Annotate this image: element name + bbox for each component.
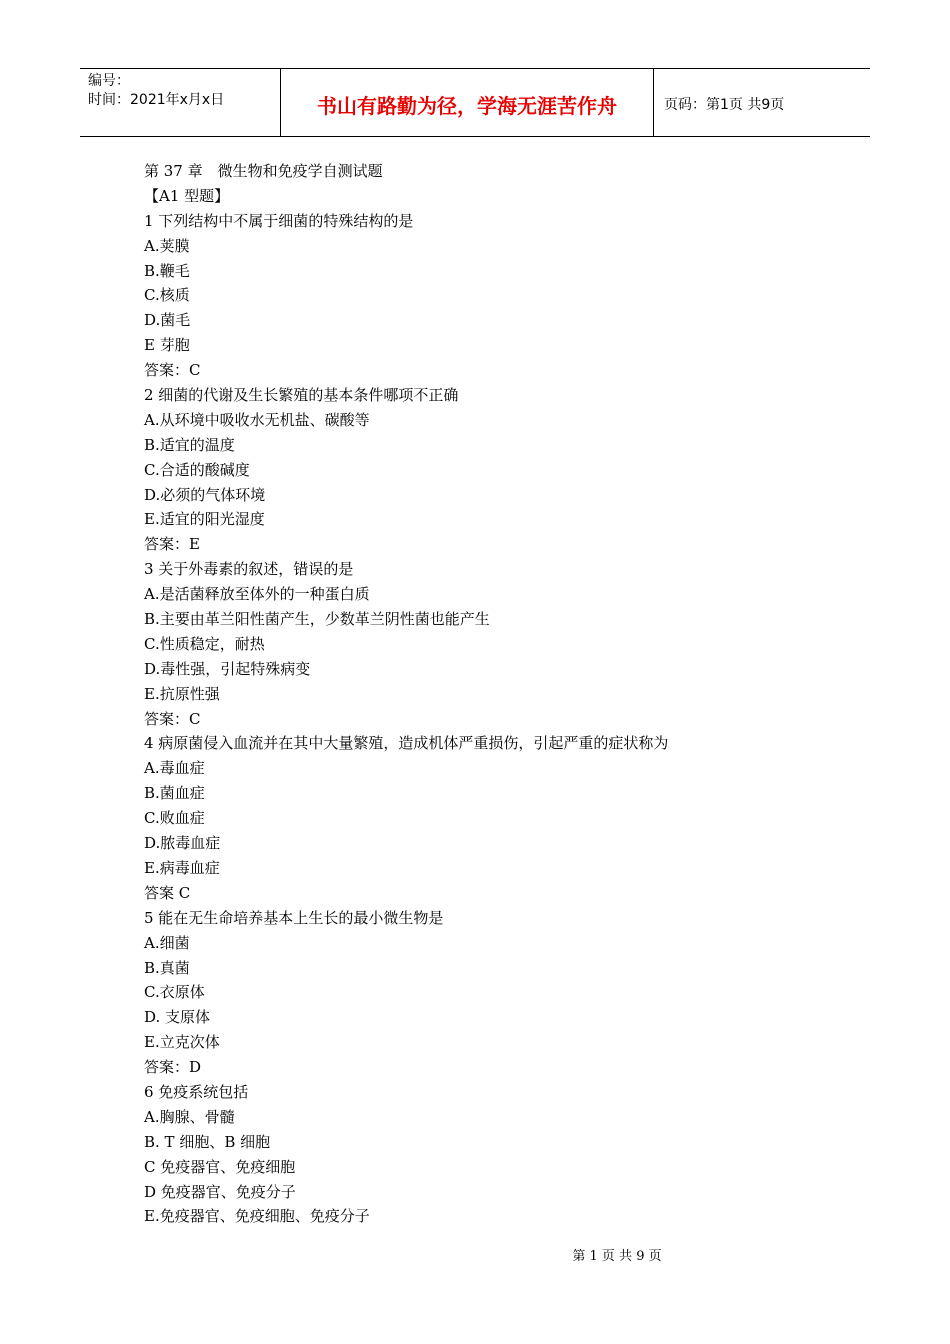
document-line: 1 下列结构中不属于细菌的特殊结构的是	[144, 211, 414, 230]
document-line: E.立克次体	[144, 1033, 220, 1052]
time-label: 时间：2021年x月x日	[88, 92, 225, 108]
document-line: B.主要由革兰阳性菌产生，少数革兰阴性菌也能产生	[144, 610, 490, 629]
document-line: D.必须的气体环境	[144, 485, 266, 504]
document-line: A.是活菌释放至体外的一种蛋白质	[144, 585, 370, 604]
document-line: 5 能在无生命培养基本上生长的最小微生物是	[144, 908, 444, 927]
document-body	[144, 159, 784, 1229]
document-line: 4 病原菌侵入血流并在其中大量繁殖，造成机体严重损伤，引起严重的症状称为	[144, 734, 669, 753]
document-line: C.败血症	[144, 809, 205, 828]
document-line: E.免疫器官、免疫细胞、免疫分子	[144, 1207, 370, 1226]
document-line: A.荚膜	[144, 236, 190, 255]
document-line: 第 37 章 微生物和免疫学自测试题	[144, 162, 383, 180]
document-line: D 免疫器官、免疫分子	[144, 1182, 296, 1201]
document-line: A.胸腺、骨髓	[144, 1107, 235, 1126]
document-line: C.合适的酸碱度	[144, 460, 250, 479]
document-line: E.抗原性强	[144, 684, 220, 703]
header-meta	[80, 69, 281, 136]
document-line: E.病毒血症	[144, 858, 220, 877]
document-line: 3 关于外毒素的叙述，错误的是	[144, 560, 354, 579]
document-line: B.真菌	[144, 958, 190, 977]
page-header	[80, 68, 870, 137]
document-line: C.性质稳定，耐热	[144, 634, 265, 653]
document-line: 答案：C	[144, 709, 201, 728]
document-line: C 免疫器官、免疫细胞	[144, 1157, 296, 1176]
header-page-info: 页码：第1页 共9页	[664, 96, 785, 113]
number-label: 编号：	[88, 73, 130, 89]
document-line: B.适宜的温度	[144, 435, 235, 454]
page-footer: 第 1 页 共 9 页	[572, 1249, 662, 1264]
document-line: A.细菌	[144, 933, 190, 952]
document-line: 6 免疫系统包括	[144, 1082, 249, 1101]
document-line: B. T 细胞、B 细胞	[144, 1132, 271, 1151]
document-line: D.毒性强，引起特殊病变	[144, 659, 311, 678]
header-motto: 书山有路勤为径，学海无涯苦作舟	[281, 69, 654, 136]
document-line: A.毒血症	[144, 759, 205, 778]
document-line: A.从环境中吸收水无机盐、碳酸等	[144, 410, 370, 429]
document-line: B.菌血症	[144, 784, 205, 803]
document-line: D.脓毒血症	[144, 834, 221, 853]
document-line: C.衣原体	[144, 983, 205, 1002]
document-line: D. 支原体	[144, 1008, 211, 1027]
document-line: 【A1 型题】	[144, 186, 230, 205]
document-line: C.核质	[144, 286, 190, 305]
document-line: 2 细菌的代谢及生长繁殖的基本条件哪项不正确	[144, 386, 459, 405]
document-line: D.菌毛	[144, 311, 191, 330]
document-line: 答案：E	[144, 535, 200, 554]
document-line: 答案：D	[144, 1058, 202, 1077]
document-line: 答案 C	[144, 883, 191, 902]
document-line: B.鞭毛	[144, 261, 190, 280]
document-line: E 芽胞	[144, 336, 190, 355]
document-line: 答案：C	[144, 361, 201, 380]
document-line: E.适宜的阳光湿度	[144, 510, 265, 529]
